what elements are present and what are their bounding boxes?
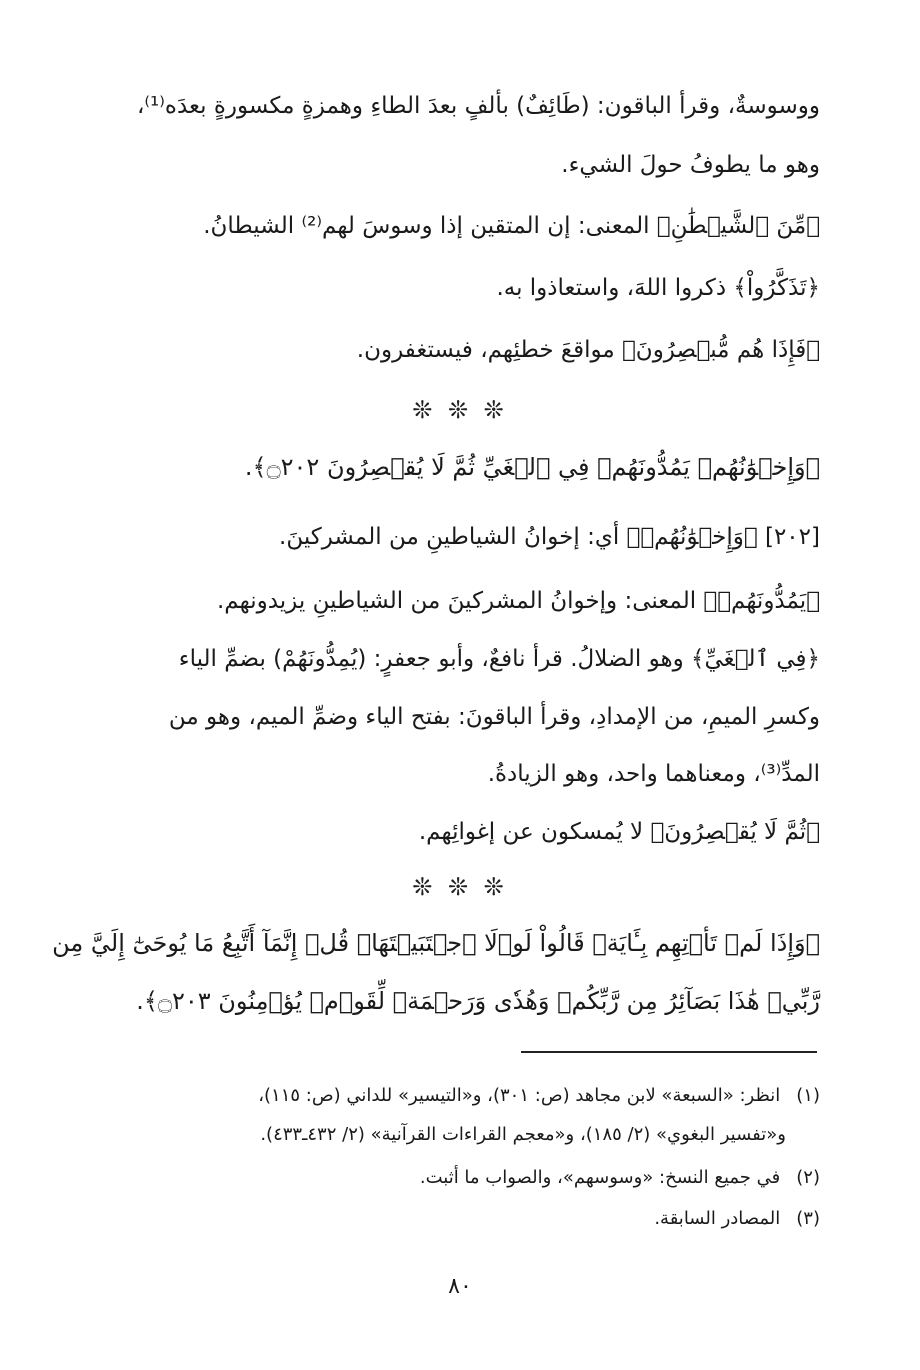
quran-verse: رَّبِّيۚ هَٰذَا بَصَآئِرُ مِن رَّبِّكُمۡ وَهُدٗى وَرَحۡمَةٞ لِّقَوۡمٖ يُؤۡمِنُونَ ۝٢٠٣﴾.	[136, 987, 820, 1015]
section-separator: ❊ ❊ ❊	[412, 873, 508, 901]
text-line: ﴿فِي ٱلۡغَيِّ﴾ وهو الضلالُ. قرأ نافعٌ، وأبو جعفرٍ: (يُمِدُّونَهُمْ) بضمِّ الياء	[178, 646, 820, 672]
section-separator: ❊ ❊ ❊	[412, 396, 508, 424]
page-number: ٨٠	[448, 1274, 472, 1299]
footnote	[100, 1084, 820, 1107]
quran-verse: ﴿وَإِخۡوَٰنُهُمۡ يَمُدُّونَهُمۡ فِي ٱلۡغَيِّ ثُمَّ لَا يُقۡصِرُونَ ۝٢٠٢﴾.	[244, 453, 820, 481]
footnote	[100, 1207, 820, 1230]
footnote	[100, 1166, 820, 1189]
text-line: ﴿تَذَكَّرُواْ﴾ ذكروا اللهَ، واستعاذوا به.	[496, 275, 820, 301]
text-line: المدِّ⁽³⁾، ومعناهما واحد، وهو الزيادةُ.	[487, 761, 820, 787]
text-line: ﴿ثُمَّ لَا يُقۡصِرُونَ﴾ لا يُمسكون عن إغوائِهم.	[418, 819, 820, 845]
quran-verse: ﴿وَإِذَا لَمۡ تَأۡتِهِم بِـَٔايَةٖ قَالُواْ لَوۡلَا ٱجۡتَبَيۡتَهَاۚ قُلۡ إِنَّمَآ أَتَّبِعُ مَا يُوحَىٰٓ إِلَيَّ مِن	[52, 929, 820, 957]
text-line: وكسرِ الميمِ، من الإمدادِ، وقرأ الباقونَ: بفتح الياء وضمِّ الميم، وهو من	[168, 704, 820, 730]
text-line: ﴿يَمُدُّونَهُمۡ﴾ المعنى: وإخوانُ المشركينَ من الشياطينِ يزيدونهم.	[216, 588, 820, 614]
footnote-number: (٢)	[796, 1167, 820, 1188]
footnote-number: (٣)	[796, 1208, 820, 1229]
footnote-continuation: و«تفسير البغوي» (٢/ ١٨٥)، و«معجم القراءات القرآنية» (٢/ ٤٣٢ـ٤٣٣).	[260, 1124, 786, 1145]
text-line: وهو ما يطوفُ حولَ الشيء.	[561, 152, 820, 178]
footnote-text: المصادر السابقة.	[654, 1208, 781, 1229]
footnote-number: (١)	[796, 1085, 820, 1106]
text-line: [٢٠٢] ﴿وَإِخۡوَٰنُهُمۡ﴾ أي: إخوانُ الشياطينِ من المشركينَ.	[279, 524, 820, 550]
text-line: ووسوسةٌ، وقرأ الباقون: (طَائِفٌ) بألفٍ بعدَ الطاءِ وهمزةٍ مكسورةٍ بعدَه⁽¹⁾،	[136, 93, 820, 119]
footnote-divider	[521, 1051, 817, 1053]
footnote-text: انظر: «السبعة» لابن مجاهد (ص: ٣٠١)، و«التيسير» للداني (ص: ١١٥)،	[258, 1085, 781, 1106]
text-line: ﴿فَإِذَا هُم مُّبۡصِرُونَ﴾ مواقعَ خطئِهم، فيستغفرون.	[356, 337, 820, 363]
footnote-text: في جميع النسخ: «وسوسهم»، والصواب ما أثبت.	[419, 1167, 781, 1188]
text-line: ﴿مِّنَ ٱلشَّيۡطَٰنِ﴾ المعنى: إن المتقين إذا وسوسَ لهم⁽²⁾ الشيطانُ.	[203, 213, 820, 239]
